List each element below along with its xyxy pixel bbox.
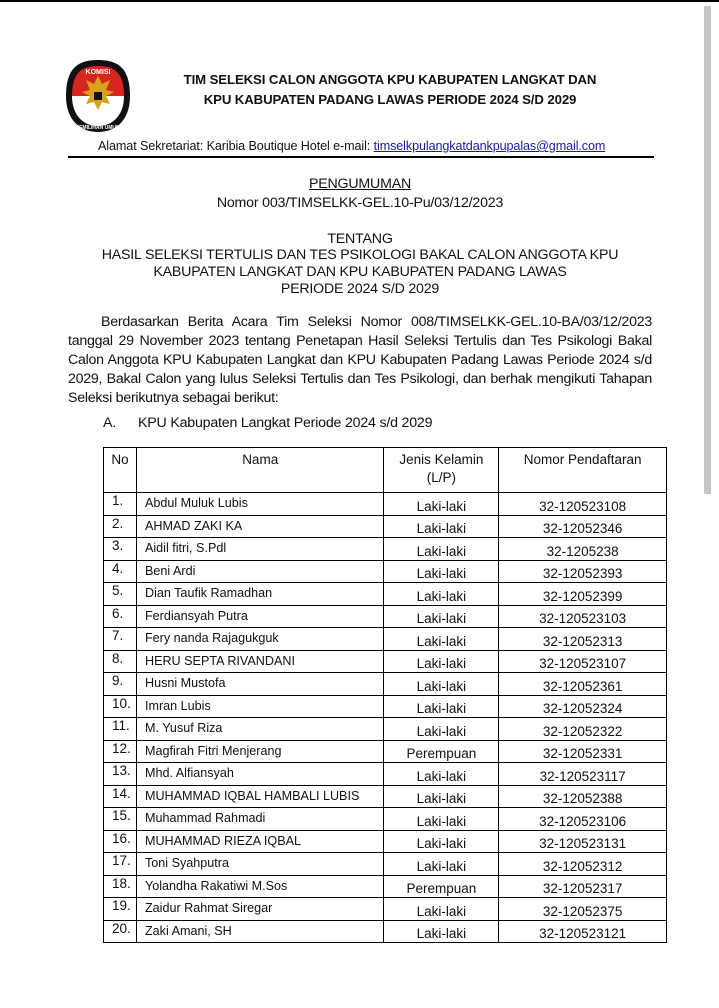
candidate-name: Ferdiansyah Putra <box>136 605 383 628</box>
svg-text:KOMISI: KOMISI <box>85 69 111 76</box>
registration-number: 32-120523108 <box>499 493 667 516</box>
registration-number: 32-1205238 <box>499 538 667 561</box>
candidate-name: MUHAMMAD IQBAL HAMBALI LUBIS <box>136 785 383 808</box>
candidate-gender: Laki-laki <box>384 830 499 853</box>
candidate-gender: Perempuan <box>384 740 499 763</box>
row-number: 11. <box>104 718 137 741</box>
email-link[interactable]: timselkpulangkatdankpupalas@gmail.com <box>373 139 606 153</box>
announcement-title: PENGUMUMAN <box>308 176 412 192</box>
header-nomor-pendaftaran: Nomor Pendaftaran <box>499 448 667 493</box>
table-row <box>104 560 667 583</box>
table-row <box>104 493 667 516</box>
registration-number: 32-12052361 <box>499 673 667 696</box>
header-no: No <box>104 448 137 493</box>
candidate-name: Aidil fitri, S.Pdl <box>136 538 383 561</box>
candidate-name: Muhammad Rahmadi <box>136 808 383 831</box>
candidate-name: Yolandha Rakatiwi M.Sos <box>136 875 383 898</box>
row-number: 9. <box>104 673 137 696</box>
registration-number: 32-12052393 <box>499 560 667 583</box>
kpu-logo-icon <box>62 58 134 134</box>
vertical-scrollbar[interactable] <box>704 6 711 494</box>
candidate-name: Mhd. Alfiansyah <box>136 763 383 786</box>
candidate-name: Magfirah Fitri Menjerang <box>136 740 383 763</box>
candidate-gender: Laki-laki <box>384 493 499 516</box>
row-number: 10. <box>104 695 137 718</box>
top-border-line <box>0 0 719 2</box>
table-row <box>104 695 667 718</box>
candidate-name: M. Yusuf Riza <box>136 718 383 741</box>
registration-number: 32-120523106 <box>499 808 667 831</box>
registration-number: 32-120523107 <box>499 650 667 673</box>
candidate-gender: Laki-laki <box>384 920 499 943</box>
table-row <box>104 718 667 741</box>
table-row <box>104 920 667 943</box>
row-number: 17. <box>104 853 137 876</box>
table-row <box>104 628 667 651</box>
row-number: 5. <box>104 583 137 606</box>
registration-number: 32-12052399 <box>499 583 667 606</box>
candidate-name: HERU SEPTA RIVANDANI <box>136 650 383 673</box>
candidate-gender: Laki-laki <box>384 853 499 876</box>
section-a-heading: A. KPU Kabupaten Langkat Periode 2024 s/d 2029 <box>103 415 433 431</box>
candidate-name: Toni Syahputra <box>136 853 383 876</box>
registration-number: 32-12052313 <box>499 628 667 651</box>
candidate-gender: Laki-laki <box>384 898 499 921</box>
body-paragraph: Berdasarkan Berita Acara Tim Seleksi Nomor 008/TIMSELKK-GEL.10-BA/03/12/2023 tanggal 29 November 2023 tentang Penetapan Hasil Seleksi Tertulis dan Tes Psikologi Bakal Calon Anggota KPU Kabupaten Langkat dan KPU Kabupaten Padang Lawas Periode 2024 s/d 2029, Bakal Calon yang lulus Seleksi Tertulis dan Tes Psikologi, dan berhak mengikuti Tahapan Seleksi berikutnya sebagai berikut: <box>68 314 652 406</box>
candidate-gender: Laki-laki <box>384 673 499 696</box>
table-header-row <box>104 448 667 493</box>
candidate-gender: Laki-laki <box>384 808 499 831</box>
table-row <box>104 605 667 628</box>
row-number: 14. <box>104 785 137 808</box>
registration-number: 32-12052375 <box>499 898 667 921</box>
table-row <box>104 898 667 921</box>
table-row <box>104 808 667 831</box>
table-row <box>104 583 667 606</box>
candidate-gender: Laki-laki <box>384 695 499 718</box>
candidate-gender: Perempuan <box>384 875 499 898</box>
candidate-name: MUHAMMAD RIEZA IQBAL <box>136 830 383 853</box>
organization-title: TIM SELEKSI CALON ANGGOTA KPU KABUPATEN LANGKAT DAN KPU KABUPATEN PADANG LAWAS PERIODE 2024 S/D 2029 <box>183 72 597 107</box>
row-number: 2. <box>104 515 137 538</box>
candidate-gender: Laki-laki <box>384 785 499 808</box>
candidate-name: Zaki Amani, SH <box>136 920 383 943</box>
subject-line-2: KABUPATEN LANGKAT DAN KPU KABUPATEN PADANG LAWAS <box>153 264 567 280</box>
header-nama: Nama <box>136 448 383 493</box>
table-row <box>104 673 667 696</box>
row-number: 15. <box>104 808 137 831</box>
row-number: 20. <box>104 920 137 943</box>
row-number: 13. <box>104 763 137 786</box>
candidate-gender: Laki-laki <box>384 583 499 606</box>
candidate-name: Abdul Muluk Lubis <box>136 493 383 516</box>
announcement-number: Nomor 003/TIMSELKK-GEL.10-Pu/03/12/2023 <box>216 195 504 211</box>
table-row <box>104 875 667 898</box>
row-number: 7. <box>104 628 137 651</box>
row-number: 3. <box>104 538 137 561</box>
table-row <box>104 515 667 538</box>
candidate-gender: Laki-laki <box>384 560 499 583</box>
registration-number: 32-12052322 <box>499 718 667 741</box>
candidate-gender: Laki-laki <box>384 538 499 561</box>
candidate-name: AHMAD ZAKI KA <box>136 515 383 538</box>
row-number: 1. <box>104 493 137 516</box>
header-divider <box>68 156 654 158</box>
candidate-gender: Laki-laki <box>384 605 499 628</box>
candidate-name: Imran Lubis <box>136 695 383 718</box>
table-row <box>104 853 667 876</box>
registration-number: 32-12052388 <box>499 785 667 808</box>
subject-line-1: HASIL SELEKSI TERTULIS DAN TES PSIKOLOGI BAKAL CALON ANGGOTA KPU <box>101 247 619 263</box>
candidates-table <box>103 447 667 943</box>
row-number: 18. <box>104 875 137 898</box>
candidate-gender: Laki-laki <box>384 718 499 741</box>
row-number: 12. <box>104 740 137 763</box>
svg-text:PEMILIHAN UMUM: PEMILIHAN UMUM <box>75 125 121 131</box>
candidate-name: Fery nanda Rajagukguk <box>136 628 383 651</box>
row-number: 19. <box>104 898 137 921</box>
candidate-gender: Laki-laki <box>384 515 499 538</box>
candidate-gender: Laki-laki <box>384 650 499 673</box>
tentang-label: TENTANG <box>327 231 393 247</box>
registration-number: 32-12052346 <box>499 515 667 538</box>
table-row <box>104 785 667 808</box>
subject-line-3: PERIODE 2024 S/D 2029 <box>280 281 440 297</box>
header-jenis-kelamin: Jenis Kelamin (L/P) <box>384 448 499 493</box>
candidate-name: Husni Mustofa <box>136 673 383 696</box>
candidate-name: Zaidur Rahmat Siregar <box>136 898 383 921</box>
table-row <box>104 830 667 853</box>
table-row <box>104 763 667 786</box>
table-row <box>104 740 667 763</box>
row-number: 6. <box>104 605 137 628</box>
candidate-gender: Laki-laki <box>384 763 499 786</box>
candidate-name: Dian Taufik Ramadhan <box>136 583 383 606</box>
registration-number: 32-12052331 <box>499 740 667 763</box>
table-row <box>104 538 667 561</box>
candidate-gender: Laki-laki <box>384 628 499 651</box>
row-number: 4. <box>104 560 137 583</box>
row-number: 8. <box>104 650 137 673</box>
table-row <box>104 650 667 673</box>
candidate-name: Beni Ardi <box>136 560 383 583</box>
row-number: 16. <box>104 830 137 853</box>
registration-number: 32-12052317 <box>499 875 667 898</box>
registration-number: 32-12052312 <box>499 853 667 876</box>
registration-number: 32-120523121 <box>499 920 667 943</box>
registration-number: 32-120523103 <box>499 605 667 628</box>
secretariat-address: Alamat Sekretariat: Karibia Boutique Hotel e-mail: timselkpulangkatdankpupalas@gmail.com <box>98 139 606 153</box>
registration-number: 32-120523131 <box>499 830 667 853</box>
registration-number: 32-120523117 <box>499 763 667 786</box>
registration-number: 32-12052324 <box>499 695 667 718</box>
